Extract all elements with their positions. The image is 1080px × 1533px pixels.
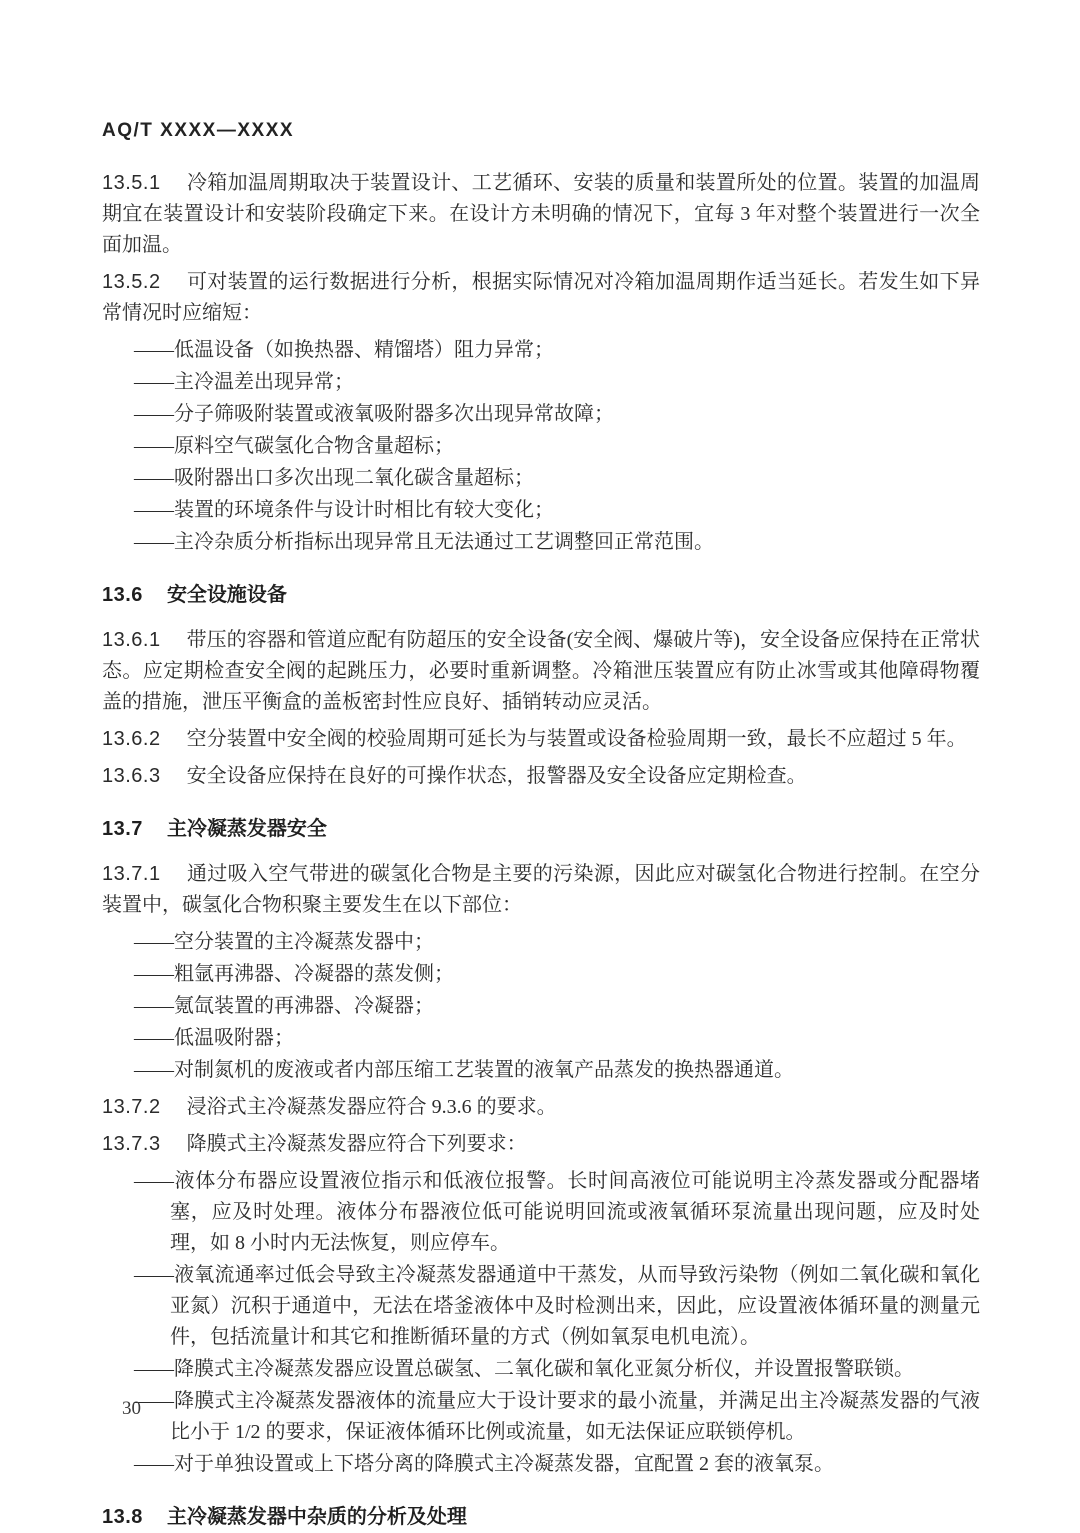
clause-paragraph xyxy=(102,267,980,329)
clause-number: 13.5.2 xyxy=(102,271,161,293)
dash-list-item xyxy=(134,431,980,462)
document-code-header: AQ/T XXXX—XXXX xyxy=(102,120,295,141)
dash-list-item xyxy=(134,1449,980,1480)
dash-item-text: ——主冷温差出现异常； xyxy=(134,371,354,393)
dash-list-item xyxy=(134,927,980,958)
clause-number: 13.7.3 xyxy=(102,1133,161,1155)
section-number: 13.7 xyxy=(102,818,143,840)
dash-list-item xyxy=(134,367,980,398)
clause-text: 带压的容器和管道应配有防超压的安全设备(安全阀、爆破片等)，安全设备应保持在正常状态。应定期检查安全阀的起跳压力，必要时重新调整。冷箱泄压装置应有防止冰雪或其他障碍物覆盖的措施，泄压平衡盒的盖板密封性应良好、插销转动应灵活。 xyxy=(102,629,980,713)
clause-text: 可对装置的运行数据进行分析，根据实际情况对冷箱加温周期作适当延长。若发生如下异常情况时应缩短： xyxy=(102,271,980,324)
dash-item-text: ——主冷杂质分析指标出现异常且无法通过工艺调整回正常范围。 xyxy=(134,531,714,553)
clause-text: 安全设备应保持在良好的可操作状态，报警器及安全设备应定期检查。 xyxy=(186,765,807,787)
clause-text: 冷箱加温周期取决于装置设计、工艺循环、安装的质量和装置所处的位置。装置的加温周期宜在装置设计和安装阶段确定下来。在设计方未明确的情况下，宜每 3 年对整个装置进行一次全面加温。 xyxy=(102,172,980,256)
dash-item-text: ——空分装置的主冷凝蒸发器中； xyxy=(134,931,434,953)
dash-item-text: ——原料空气碳氢化合物含量超标； xyxy=(134,435,454,457)
dash-list-item xyxy=(134,399,980,430)
dash-list-item xyxy=(134,991,980,1022)
dash-item-text: ——装置的环境条件与设计时相比有较大变化； xyxy=(134,499,554,521)
section-number: 13.6 xyxy=(102,584,143,606)
dash-list-item xyxy=(134,959,980,990)
dash-list-item xyxy=(134,1386,980,1448)
clause-number: 13.6.3 xyxy=(102,765,161,787)
clause-paragraph xyxy=(102,724,980,755)
dash-list-item xyxy=(134,1166,980,1259)
clause-paragraph xyxy=(102,859,980,921)
dash-item-text: ——氪氙装置的再沸器、冷凝器； xyxy=(134,995,434,1017)
clause-number: 13.5.1 xyxy=(102,172,161,194)
clause-paragraph xyxy=(102,168,980,261)
dash-item-text: ——降膜式主冷凝蒸发器液体的流量应大于设计要求的最小流量，并满足出主冷凝蒸发器的气液比小于 1/2 的要求，保证液体循环比例或流量，如无法保证应联锁停机。 xyxy=(134,1390,980,1443)
clause-paragraph xyxy=(102,1129,980,1160)
clause-text: 通过吸入空气带进的碳氢化合物是主要的污染源，因此应对碳氢化合物进行控制。在空分装置中，碳氢化合物积聚主要发生在以下部位： xyxy=(102,863,980,916)
section-heading xyxy=(102,814,980,845)
dash-item-text: ——对制氮机的废液或者内部压缩工艺装置的液氧产品蒸发的换热器通道。 xyxy=(134,1059,794,1081)
dash-list-item xyxy=(134,527,980,558)
dash-list-item xyxy=(134,495,980,526)
clause-number: 13.6.2 xyxy=(102,728,161,750)
section-number: 13.8 xyxy=(102,1506,143,1528)
dash-item-text: ——液体分布器应设置液位指示和低液位报警。长时间高液位可能说明主冷蒸发器或分配器堵塞，应及时处理。液体分布器液位低可能说明回流或液氧循环泵流量出现问题，应及时处理，如 8 小时内无法恢复，则应停车。 xyxy=(134,1170,980,1254)
section-title: 主冷凝蒸发器中杂质的分析及处理 xyxy=(166,1506,467,1528)
clause-number: 13.7.1 xyxy=(102,863,161,885)
document-body xyxy=(102,168,980,1533)
dash-item-text: ——粗氩再沸器、冷凝器的蒸发侧； xyxy=(134,963,454,985)
dash-item-text: ——吸附器出口多次出现二氧化碳含量超标； xyxy=(134,467,534,489)
clause-text: 降膜式主冷凝蒸发器应符合下列要求： xyxy=(186,1133,527,1155)
clause-text: 空分装置中安全阀的校验周期可延长为与装置或设备检验周期一致，最长不应超过 5 年。 xyxy=(186,728,967,750)
dash-list-item xyxy=(134,1260,980,1353)
dash-list-item xyxy=(134,463,980,494)
dash-item-text: ——对于单独设置或上下塔分离的降膜式主冷凝蒸发器，宜配置 2 套的液氧泵。 xyxy=(134,1453,834,1475)
dash-item-text: ——低温吸附器； xyxy=(134,1027,294,1049)
dash-item-text: ——液氧流通率过低会导致主冷凝蒸发器通道中干蒸发，从而导致污染物（例如二氧化碳和氧化亚氮）沉积于通道中，无法在塔釜液体中及时检测出来，因此，应设置液体循环量的测量元件，包括流量计和其它和推断循环量的方式（例如氧泵电机电流）。 xyxy=(134,1264,980,1348)
dash-list-item xyxy=(134,1354,980,1385)
dash-list-item xyxy=(134,335,980,366)
dash-list-item xyxy=(134,1023,980,1054)
clause-text: 浸浴式主冷凝蒸发器应符合 9.3.6 的要求。 xyxy=(186,1096,557,1118)
section-heading xyxy=(102,580,980,611)
section-title: 安全设施设备 xyxy=(166,584,287,606)
clause-paragraph xyxy=(102,1092,980,1123)
dash-list-item xyxy=(134,1055,980,1086)
section-title: 主冷凝蒸发器安全 xyxy=(166,818,327,840)
clause-paragraph xyxy=(102,761,980,792)
page-number: 30 xyxy=(122,1398,141,1419)
clause-paragraph xyxy=(102,625,980,718)
clause-number: 13.6.1 xyxy=(102,629,161,651)
dash-item-text: ——分子筛吸附装置或液氧吸附器多次出现异常故障； xyxy=(134,403,614,425)
section-heading xyxy=(102,1502,980,1533)
clause-number: 13.7.2 xyxy=(102,1096,161,1118)
dash-item-text: ——低温设备（如换热器、精馏塔）阻力异常； xyxy=(134,339,554,361)
dash-item-text: ——降膜式主冷凝蒸发器应设置总碳氢、二氧化碳和氧化亚氮分析仪，并设置报警联锁。 xyxy=(134,1358,914,1380)
